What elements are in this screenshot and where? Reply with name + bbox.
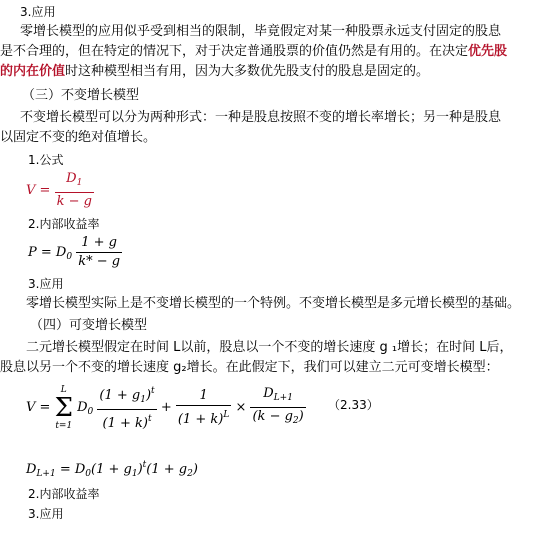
paragraph-line: 二元增长模型假定在时间 L以前，股息以一个不变的增长速度 g ₁增长；在时间 L后，	[26, 340, 513, 355]
item-heading-formula: 1.公式	[28, 153, 64, 167]
subsection-heading-constant-growth: （三）不变增长模型	[22, 88, 140, 103]
formula-subscript: 0	[87, 407, 94, 417]
subsection-heading-variable-growth: （四）可变增长模型	[30, 318, 148, 333]
formula-fraction	[176, 387, 231, 429]
paragraph-line: 不变增长模型可以分为两种形式：一种是股息按照不变的增长率增长；另一种是股息	[20, 110, 502, 125]
formula-rhs: = D	[59, 462, 86, 477]
formula-superscript: t	[142, 460, 147, 470]
paragraph-line: 零增长模型的应用似乎受到相当的限制，毕竟假定对某一种股票永远支付固定的股息	[20, 24, 502, 39]
paragraph-text: 时这种模型相当有用，因为大多数优先股支付的股息是固定的。	[65, 64, 430, 79]
equation-number: （2.33）	[328, 398, 379, 412]
sigma-symbol: L Σ t=1	[54, 384, 73, 431]
formula-numerator: D	[66, 171, 77, 186]
formula-numerator: 1 + g	[81, 235, 117, 250]
formula-denominator: (1 + k)	[177, 411, 224, 427]
formula-subscript: 0	[66, 252, 73, 262]
formula-lhs: V =	[26, 183, 51, 198]
preferred-stock-link[interactable]: 优先股	[468, 44, 508, 59]
paragraph-line	[0, 42, 507, 62]
formula-superscript: L	[223, 409, 230, 420]
formula-fraction	[97, 382, 156, 433]
formula-fraction	[250, 385, 305, 430]
formula-fraction	[55, 170, 94, 211]
paragraph-line: 以固定不变的绝对值增长。	[0, 130, 157, 145]
formula-numerator: 1	[199, 387, 208, 403]
sum-upper-limit: L	[60, 384, 67, 395]
formula-paren: )	[145, 388, 152, 403]
formula-paren: )	[192, 462, 198, 477]
formula-fraction	[76, 234, 122, 271]
formula-two-stage-growth	[26, 382, 306, 433]
section-heading-application: 3.应用	[20, 5, 56, 19]
formula-paren: )	[137, 462, 143, 477]
formula-term: D	[77, 400, 88, 415]
formula-dividend-L1	[26, 460, 198, 479]
formula-paren: )	[298, 409, 304, 424]
formula-numerator: D	[263, 386, 274, 401]
formula-lhs: P = D	[28, 245, 67, 260]
paragraph-line	[0, 62, 429, 82]
formula-denominator: (1 + k)	[102, 416, 148, 431]
formula-denominator: k* − g	[78, 254, 121, 269]
formula-subscript: L+1	[273, 393, 293, 403]
formula-subscript: L+1	[36, 469, 56, 479]
item-heading-application: 3.应用	[28, 277, 64, 291]
formula-lhs: D	[26, 462, 37, 477]
item-heading-irr: 2.内部收益率	[28, 487, 100, 501]
plus-symbol: +	[160, 400, 172, 415]
formula-subscript: 0	[85, 469, 92, 479]
formula-term: (1 + g	[91, 462, 132, 477]
formula-superscript: t	[151, 386, 155, 396]
formula-denominator: k − g	[56, 194, 92, 209]
formula-superscript: t	[147, 414, 152, 424]
formula-numerator: (1 + g	[99, 388, 141, 403]
paragraph-text: 是不合理的，但在特定的情况下，对于决定普通股票的价值仍然是有用的。在决定	[0, 44, 469, 59]
formula-constant-growth	[26, 170, 94, 211]
formula-lhs: V =	[26, 400, 51, 415]
formula-subscript: 2	[292, 416, 299, 426]
formula-denominator: (k − g	[252, 409, 293, 424]
paragraph-line: 股息以另一个不变的增长速度 g₂增长。在此假定下，我们可以建立二元可变增长模型：	[0, 360, 499, 375]
formula-term: (1 + g	[146, 462, 188, 477]
times-symbol: ×	[235, 400, 247, 415]
sum-lower-limit: t=1	[55, 420, 73, 431]
formula-irr	[28, 234, 122, 271]
item-heading-irr: 2.内部收益率	[28, 217, 100, 231]
formula-subscript: 2	[187, 469, 193, 479]
formula-subscript: 1	[76, 178, 83, 188]
intrinsic-value-link[interactable]: 的内在价值	[0, 64, 66, 79]
item-heading-application: 3.应用	[28, 507, 64, 521]
formula-subscript: 1	[140, 395, 146, 405]
paragraph-line: 零增长模型实际上是不变增长模型的一个特例。不变增长模型是多元增长模型的基础。	[26, 296, 521, 311]
formula-subscript: 1	[131, 469, 138, 479]
